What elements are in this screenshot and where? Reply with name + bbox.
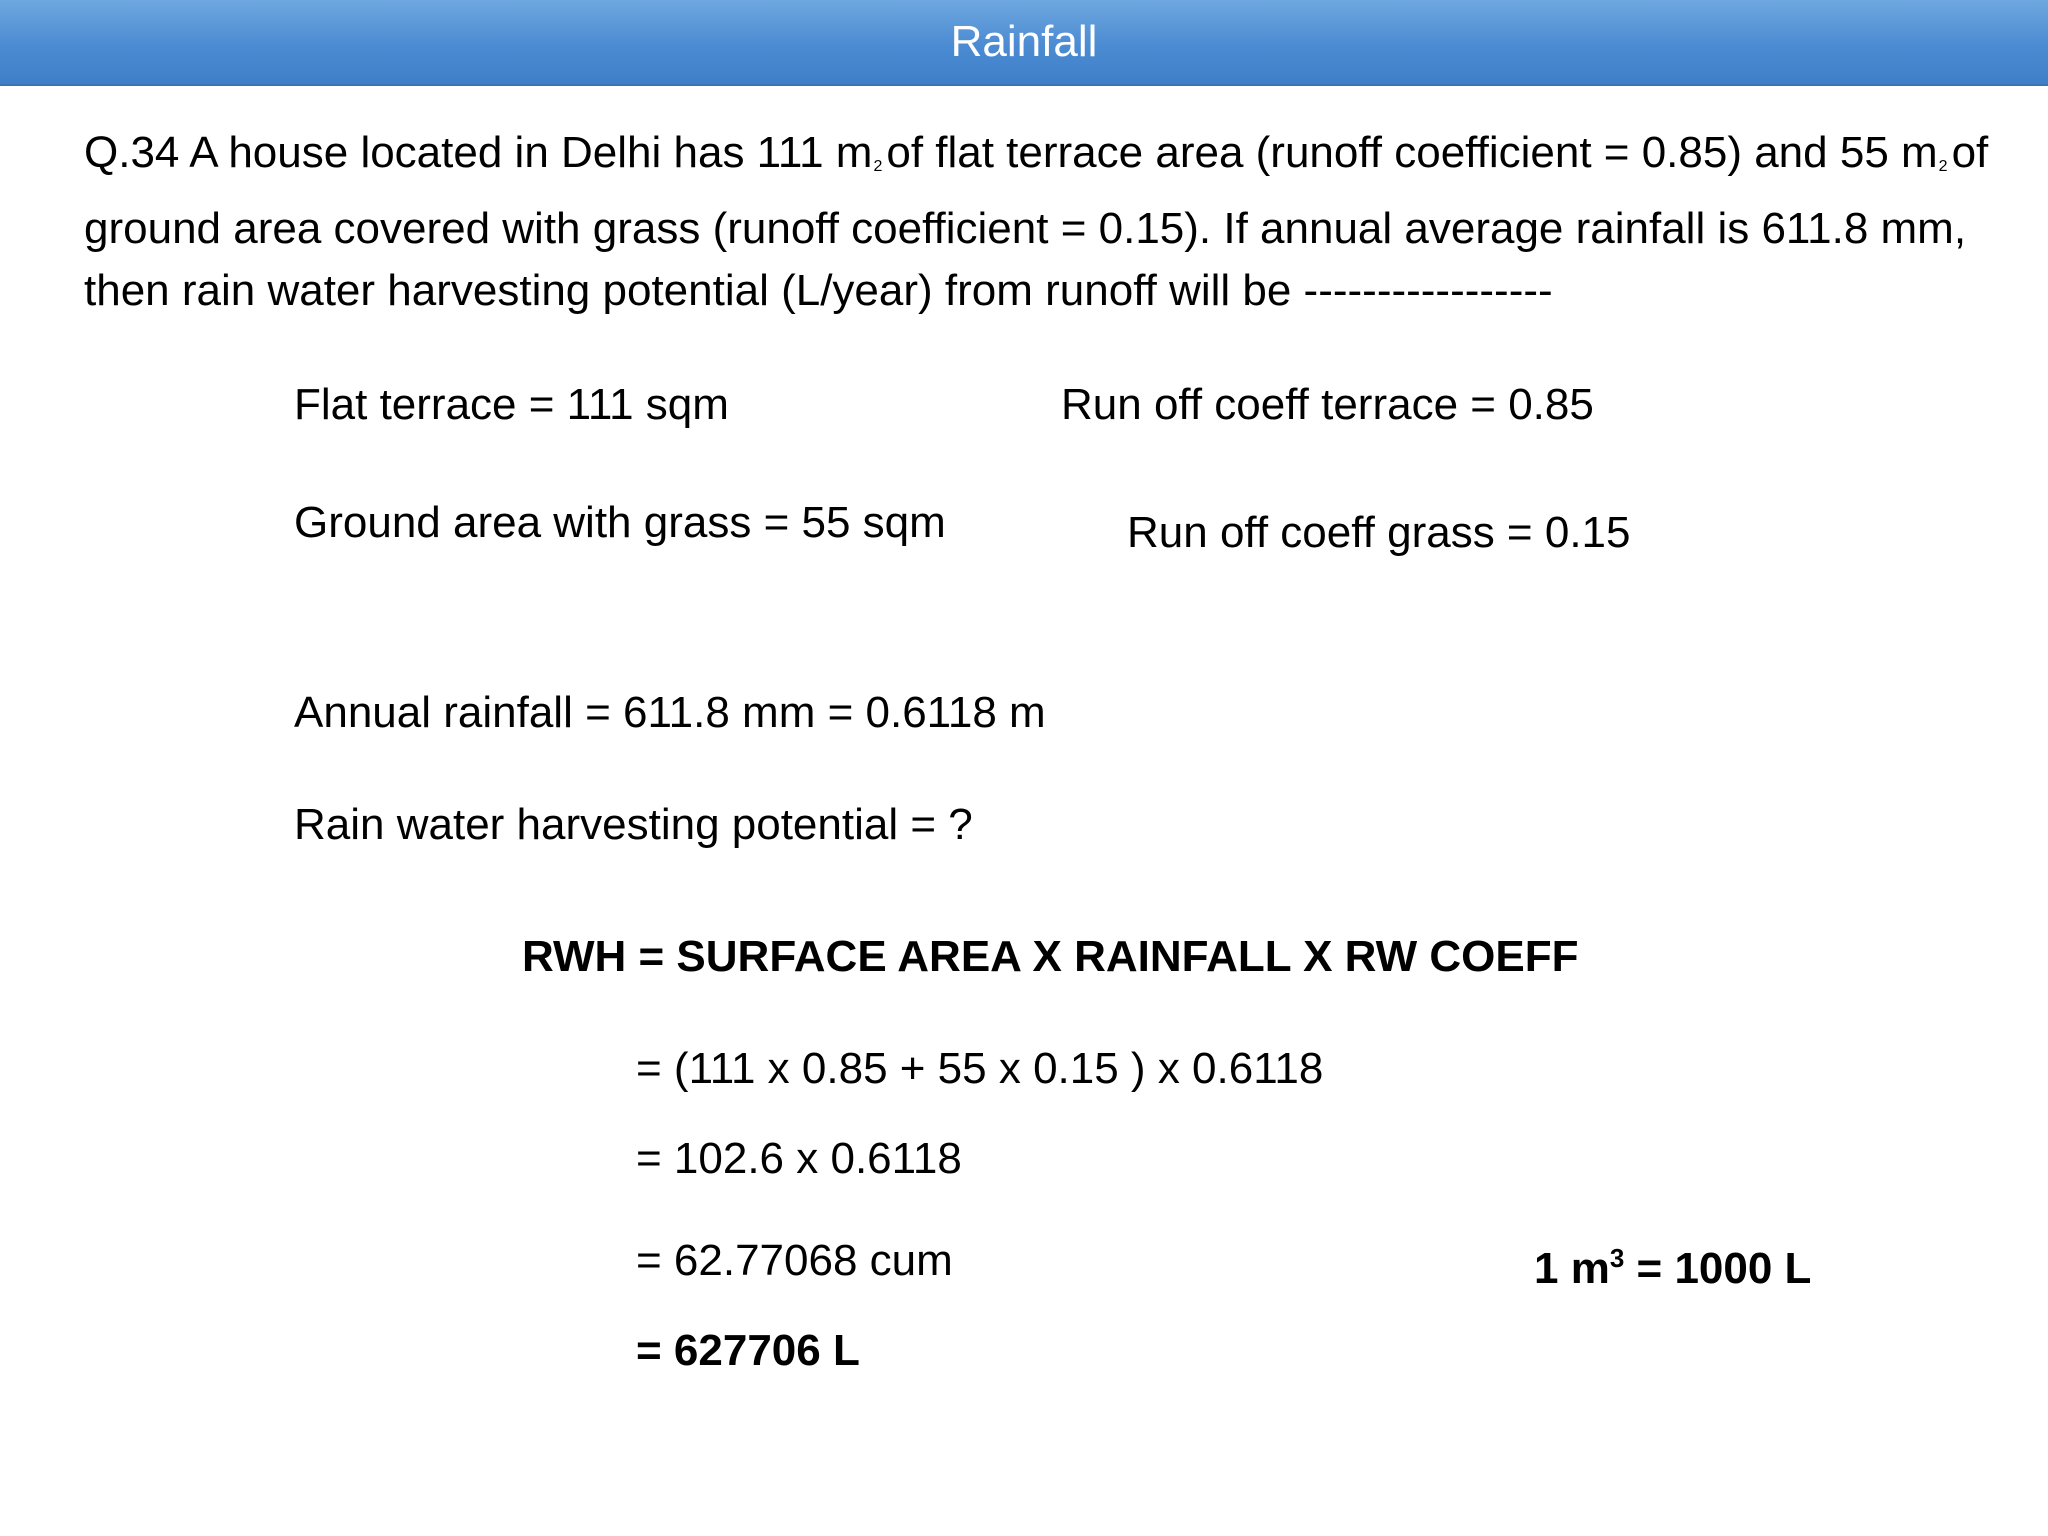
unit-conversion: [1534, 1244, 1811, 1294]
slide-title: Rainfall: [950, 17, 1098, 66]
conversion-right: = 1000 L: [1624, 1244, 1812, 1293]
question-text: [84, 122, 1994, 322]
question-part-3: of ground area covered with grass (runoff coefficient = 0.15). If annual average rainfall is 611.8 mm, then rain water harvesting potential (L/year) from runoff will be -----------------: [84, 128, 1989, 315]
given-annual-rainfall: Annual rainfall = 611.8 mm = 0.6118 m: [294, 688, 1046, 737]
calc-step-1: = (111 x 0.85 + 55 x 0.15 ) x 0.6118: [636, 1044, 1324, 1093]
rwh-formula: RWH = SURFACE AREA X RAINFALL X RW COEFF: [522, 932, 1579, 981]
calc-result: = 627706 L: [636, 1326, 860, 1375]
given-runoff-grass: Run off coeff grass = 0.15: [1127, 508, 1631, 557]
question-part-1: Q.34 A house located in Delhi has 111 m: [84, 128, 873, 177]
given-rwh-potential: Rain water harvesting potential = ?: [294, 800, 973, 849]
conversion-superscript: 3: [1609, 1243, 1625, 1273]
question-superscript-2: 2: [1938, 158, 1948, 175]
conversion-left: 1 m: [1534, 1244, 1610, 1293]
question-superscript-1: 2: [873, 158, 883, 175]
question-part-2: of flat terrace area (runoff coefficient = 0.85) and 55 m: [886, 128, 1938, 177]
calc-step-3: = 62.77068 cum: [636, 1236, 953, 1285]
given-ground-area: Ground area with grass = 55 sqm: [294, 498, 946, 547]
calc-step-2: = 102.6 x 0.6118: [636, 1134, 962, 1183]
given-flat-terrace: Flat terrace = 111 sqm: [294, 380, 729, 429]
given-runoff-terrace: Run off coeff terrace = 0.85: [1061, 380, 1594, 429]
